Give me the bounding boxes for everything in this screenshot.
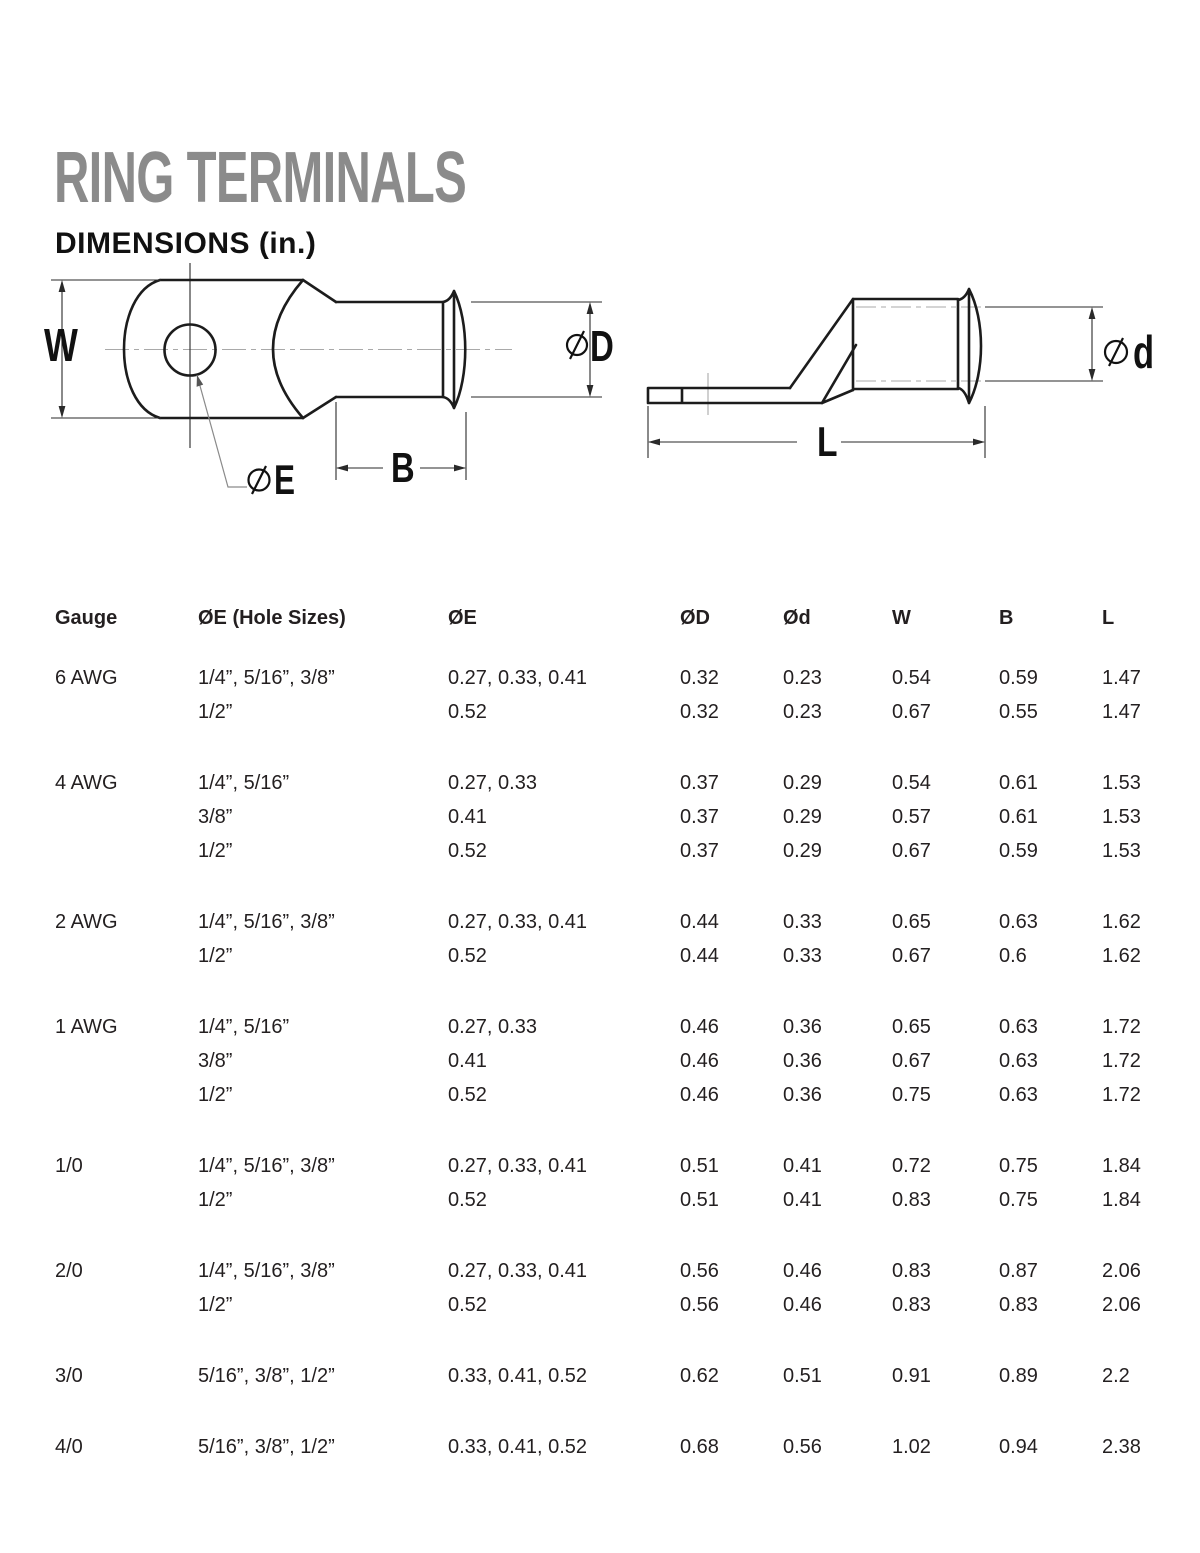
- barrel-flare: [958, 289, 981, 403]
- column-header-od-small: Ød: [783, 606, 811, 629]
- table-row: [55, 695, 1180, 729]
- value-cell: 0.41: [448, 1049, 487, 1072]
- value-cell: 0.54: [892, 666, 931, 689]
- value-cell: 2.38: [1102, 1435, 1141, 1458]
- value-cell: 0.33: [783, 910, 822, 933]
- value-cell: 0.32: [680, 666, 719, 689]
- value-cell: 0.56: [680, 1293, 719, 1316]
- value-cell: 1/4”, 5/16”, 3/8”: [198, 1259, 335, 1282]
- value-cell: 0.51: [680, 1188, 719, 1211]
- value-cell: 1.47: [1102, 700, 1141, 723]
- column-header-hole-sizes: ØE (Hole Sizes): [198, 606, 346, 629]
- value-cell: 2.2: [1102, 1364, 1130, 1387]
- value-cell: 0.27, 0.33, 0.41: [448, 666, 588, 689]
- gauge-cell: 1 AWG: [55, 1015, 118, 1038]
- table-row: [55, 1430, 1180, 1464]
- value-cell: 0.27, 0.33, 0.41: [448, 910, 588, 933]
- value-cell: 0.41: [783, 1188, 822, 1211]
- value-cell: 0.29: [783, 839, 822, 862]
- value-cell: 0.33: [783, 944, 822, 967]
- value-cell: 0.6: [999, 944, 1027, 967]
- side-view-drawing: [648, 289, 1154, 466]
- table-row: [55, 1288, 1180, 1322]
- value-cell: 0.33, 0.41, 0.52: [448, 1364, 588, 1387]
- column-header-gauge: Gauge: [55, 606, 118, 629]
- column-header-l: L: [1102, 606, 1115, 629]
- value-cell: 1/2”: [198, 700, 233, 723]
- dimensions-table: [55, 601, 1180, 1464]
- top-view-drawing: [44, 263, 614, 503]
- value-cell: 0.67: [892, 1049, 931, 1072]
- arrow-up-icon: [1089, 307, 1096, 319]
- value-cell: 1.62: [1102, 944, 1141, 967]
- value-cell: 0.63: [999, 1049, 1038, 1072]
- value-cell: 1/2”: [198, 839, 233, 862]
- value-cell: 0.32: [680, 700, 719, 723]
- value-cell: 1/2”: [198, 1293, 233, 1316]
- value-cell: 1.62: [1102, 910, 1141, 933]
- value-cell: 0.83: [999, 1293, 1038, 1316]
- value-cell: 0.63: [999, 1083, 1038, 1106]
- value-cell: 0.36: [783, 1015, 822, 1038]
- value-cell: 0.72: [892, 1154, 931, 1177]
- dim-label-l: L: [817, 419, 838, 466]
- value-cell: 0.52: [448, 839, 487, 862]
- value-cell: 3/8”: [198, 805, 233, 828]
- value-cell: 5/16”, 3/8”, 1/2”: [198, 1435, 335, 1458]
- table-row: [55, 1078, 1180, 1112]
- value-cell: 1/2”: [198, 1188, 233, 1211]
- gauge-cell: 4/0: [55, 1435, 83, 1458]
- value-cell: 1.53: [1102, 805, 1141, 828]
- value-cell: 0.46: [680, 1049, 719, 1072]
- value-cell: 1.47: [1102, 666, 1141, 689]
- tongue-outline: [648, 388, 822, 403]
- value-cell: 0.65: [892, 910, 931, 933]
- gauge-cell: 3/0: [55, 1364, 83, 1387]
- value-cell: 0.37: [680, 771, 719, 794]
- arrow-left-icon: [336, 465, 348, 472]
- value-cell: 0.56: [680, 1259, 719, 1282]
- value-cell: 0.67: [892, 944, 931, 967]
- value-cell: 0.52: [448, 944, 487, 967]
- value-cell: 0.65: [892, 1015, 931, 1038]
- column-header-w: W: [892, 606, 911, 629]
- page-title: RING TERMINALS: [54, 138, 467, 219]
- value-cell: 0.94: [999, 1435, 1038, 1458]
- value-cell: 1.53: [1102, 839, 1141, 862]
- neck-slopes: [790, 299, 856, 403]
- value-cell: 0.41: [448, 805, 487, 828]
- arrow-up-left-icon: [197, 375, 204, 387]
- value-cell: 0.46: [680, 1015, 719, 1038]
- table-row: [55, 800, 1180, 834]
- table-row: [55, 661, 1180, 695]
- value-cell: 0.55: [999, 700, 1038, 723]
- table-header-row: [55, 601, 1180, 635]
- value-cell: 0.44: [680, 910, 719, 933]
- arrow-right-icon: [973, 439, 985, 446]
- od-dimension: [471, 302, 602, 397]
- value-cell: 0.61: [999, 805, 1038, 828]
- value-cell: 0.68: [680, 1435, 719, 1458]
- value-cell: 0.54: [892, 771, 931, 794]
- value-cell: 0.63: [999, 910, 1038, 933]
- value-cell: 0.23: [783, 700, 822, 723]
- value-cell: 0.52: [448, 700, 487, 723]
- value-cell: 0.52: [448, 1293, 487, 1316]
- oe-leader: [197, 375, 247, 487]
- dim-label-od-small: d: [1133, 326, 1155, 379]
- value-cell: 2.06: [1102, 1293, 1141, 1316]
- column-header-oe: ØE: [448, 606, 477, 629]
- value-cell: 0.59: [999, 666, 1038, 689]
- value-cell: 1.72: [1102, 1083, 1141, 1106]
- value-cell: 0.52: [448, 1188, 487, 1211]
- value-cell: 1/4”, 5/16”: [198, 1015, 290, 1038]
- value-cell: 0.63: [999, 1015, 1038, 1038]
- arrow-left-icon: [648, 439, 660, 446]
- diameter-icon: [567, 331, 587, 359]
- value-cell: 0.91: [892, 1364, 931, 1387]
- value-cell: 2.06: [1102, 1259, 1141, 1282]
- value-cell: 0.37: [680, 805, 719, 828]
- barrel-outline: [853, 299, 958, 390]
- dim-label-oe: E: [274, 455, 296, 504]
- value-cell: 0.87: [999, 1259, 1038, 1282]
- section-heading-dimensions: DIMENSIONS (in.): [55, 226, 317, 260]
- value-cell: 1/4”, 5/16”, 3/8”: [198, 910, 335, 933]
- table-row: [55, 1359, 1180, 1393]
- table-row: [55, 766, 1180, 800]
- value-cell: 0.62: [680, 1364, 719, 1387]
- value-cell: 0.36: [783, 1049, 822, 1072]
- table-row: [55, 939, 1180, 973]
- value-cell: 0.46: [783, 1259, 822, 1282]
- table-row: [55, 1044, 1180, 1078]
- value-cell: 0.67: [892, 700, 931, 723]
- table-row: [55, 1183, 1180, 1217]
- value-cell: 0.29: [783, 771, 822, 794]
- dim-label-od: D: [590, 322, 614, 372]
- value-cell: 0.44: [680, 944, 719, 967]
- value-cell: 1/2”: [198, 1083, 233, 1106]
- arrow-down-icon: [587, 385, 594, 397]
- technical-drawings: [0, 0, 1200, 560]
- gauge-cell: 2/0: [55, 1259, 83, 1282]
- table-row: [55, 834, 1180, 868]
- diameter-icon: [249, 466, 270, 494]
- value-cell: 3/8”: [198, 1049, 233, 1072]
- value-cell: 1/2”: [198, 944, 233, 967]
- value-cell: 0.67: [892, 839, 931, 862]
- value-cell: 0.41: [783, 1154, 822, 1177]
- value-cell: 0.57: [892, 805, 931, 828]
- arrow-right-icon: [454, 465, 466, 472]
- arrow-down-icon: [59, 406, 66, 418]
- table-body: [55, 661, 1180, 1464]
- value-cell: 0.83: [892, 1259, 931, 1282]
- arrow-up-icon: [59, 280, 66, 292]
- value-cell: 1.02: [892, 1435, 931, 1458]
- value-cell: 1.84: [1102, 1188, 1141, 1211]
- value-cell: 0.27, 0.33, 0.41: [448, 1259, 588, 1282]
- value-cell: 0.51: [783, 1364, 822, 1387]
- dim-label-b: B: [391, 444, 415, 491]
- dim-label-w: W: [44, 319, 78, 372]
- value-cell: 0.29: [783, 805, 822, 828]
- value-cell: 1/4”, 5/16”, 3/8”: [198, 1154, 335, 1177]
- value-cell: 0.75: [892, 1083, 931, 1106]
- gauge-cell: 2 AWG: [55, 910, 118, 933]
- value-cell: 1.84: [1102, 1154, 1141, 1177]
- value-cell: 0.46: [680, 1083, 719, 1106]
- od-small-dimension: [985, 307, 1103, 381]
- value-cell: 0.33, 0.41, 0.52: [448, 1435, 588, 1458]
- value-cell: 0.27, 0.33: [448, 771, 537, 794]
- table-row: [55, 1254, 1180, 1288]
- column-header-b: B: [999, 606, 1014, 629]
- value-cell: 0.52: [448, 1083, 487, 1106]
- value-cell: 0.46: [783, 1293, 822, 1316]
- arrow-down-icon: [1089, 369, 1096, 381]
- diameter-icon: [1105, 338, 1127, 366]
- gauge-cell: 6 AWG: [55, 666, 118, 689]
- value-cell: 0.27, 0.33, 0.41: [448, 1154, 588, 1177]
- arrow-up-icon: [587, 302, 594, 314]
- value-cell: 0.83: [892, 1188, 931, 1211]
- value-cell: 0.89: [999, 1364, 1038, 1387]
- value-cell: 0.51: [680, 1154, 719, 1177]
- gauge-cell: 1/0: [55, 1154, 83, 1177]
- table-row: [55, 905, 1180, 939]
- column-header-od: ØD: [680, 606, 710, 629]
- value-cell: 0.59: [999, 839, 1038, 862]
- value-cell: 0.37: [680, 839, 719, 862]
- value-cell: 0.36: [783, 1083, 822, 1106]
- value-cell: 0.56: [783, 1435, 822, 1458]
- table-row: [55, 1010, 1180, 1044]
- value-cell: 1.72: [1102, 1049, 1141, 1072]
- value-cell: 0.75: [999, 1154, 1038, 1177]
- value-cell: 0.83: [892, 1293, 931, 1316]
- value-cell: 1.72: [1102, 1015, 1141, 1038]
- value-cell: 0.61: [999, 771, 1038, 794]
- table-row: [55, 1149, 1180, 1183]
- value-cell: 1/4”, 5/16”: [198, 771, 290, 794]
- value-cell: 1/4”, 5/16”, 3/8”: [198, 666, 335, 689]
- value-cell: 0.75: [999, 1188, 1038, 1211]
- gauge-cell: 4 AWG: [55, 771, 118, 794]
- value-cell: 0.23: [783, 666, 822, 689]
- value-cell: 1.53: [1102, 771, 1141, 794]
- value-cell: 0.27, 0.33: [448, 1015, 537, 1038]
- value-cell: 5/16”, 3/8”, 1/2”: [198, 1364, 335, 1387]
